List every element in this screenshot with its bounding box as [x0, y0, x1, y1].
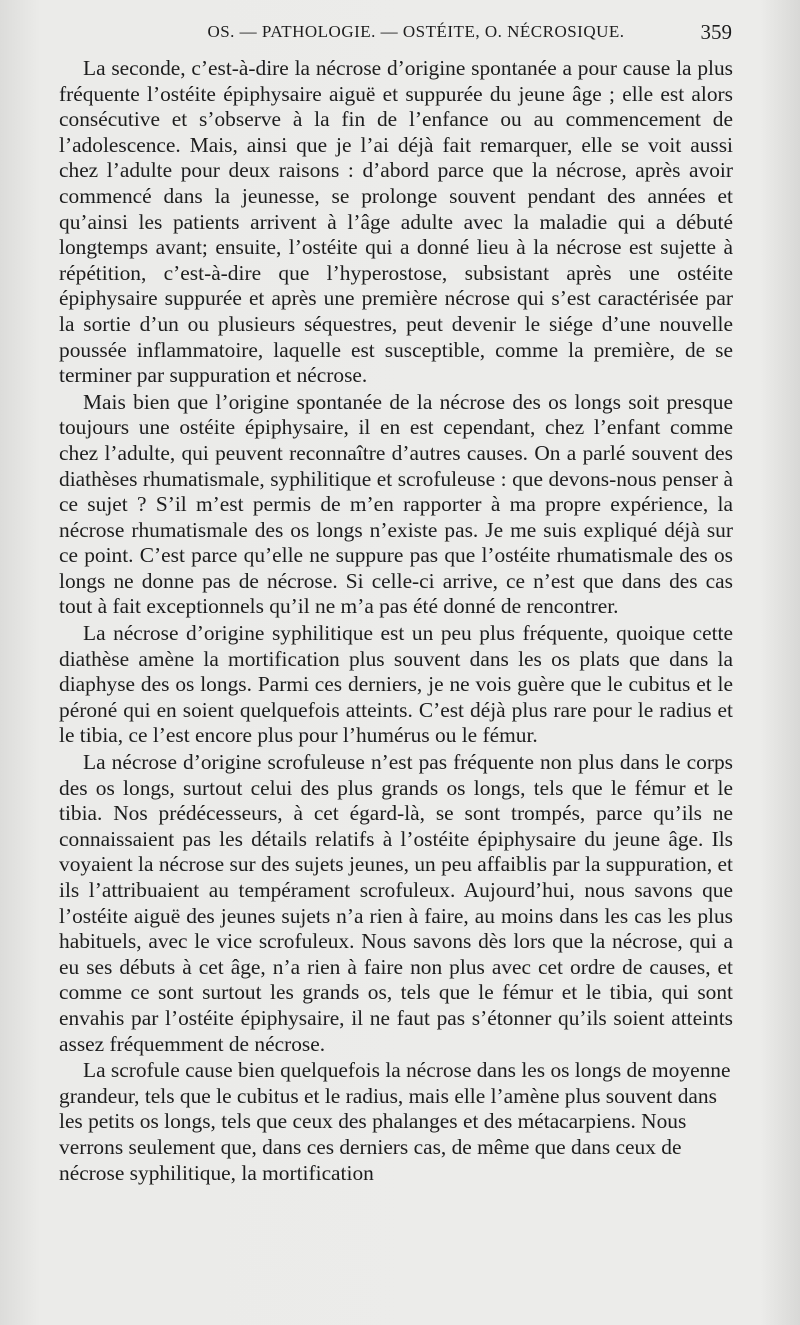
paragraph-2: Mais bien que l’origine spontanée de la nécrose des os longs soit presque toujours une ostéite épiphysaire, il en est cependant, chez l’enfant comme chez l’adulte, qui peuvent reconnaître d’autres causes. On a parlé souvent des diathèses rhumatismale, syphilitique et scrofuleuse : que devons-nous penser à ce sujet ? S’il m’est permis de m’en rapporter à ma propre expérience, la nécrose rhumatismale des os longs n’existe pas. Je me suis expliqué déjà sur ce point. C’est parce qu’elle ne suppure pas que l’ostéite rhumatismale des os longs ne donne pas de nécrose. Si celle-ci arrive, ce n’est que dans des cas tout à fait exceptionnels qu’il ne m’a pas été donné de rencontrer.	[59, 389, 733, 619]
paragraph-5: La scrofule cause bien quelquefois la nécrose dans les os longs de moyenne grandeur, tels que le cubitus et le radius, mais elle l’amène plus souvent dans les petits os longs, tels que ceux des phalanges et des métacarpiens. Nous verrons seulement que, dans ces derniers cas, de même que dans ceux de nécrose syphilitique, la mortification	[59, 1058, 731, 1185]
paragraph-3: La nécrose d’origine syphilitique est un peu plus fréquente, quoique cette diathèse amène la mortification plus souvent dans les os plats que dans la diaphyse des os longs. Parmi ces derniers, je ne vois guère que le cubitus et le péroné qui en soient quelquefois atteints. C’est déjà plus rare pour le radius et le tibia, ce l’est encore plus pour l’humérus ou le fémur.	[59, 621, 733, 748]
running-title: OS. — PATHOLOGIE. — OSTÉITE, O. NÉCROSIQUE.	[207, 22, 625, 41]
running-head	[60, 22, 732, 50]
paragraph-4: La nécrose d’origine scrofuleuse n’est pas fréquente non plus dans le corps des os longs, surtout celui des plus grands os longs, tels que le fémur et le tibia. Nos prédécesseurs, à cet égard-là, se sont trompés, parce qu’ils ne connaissaient pas les détails relatifs à l’ostéite épiphysaire du jeune âge. Ils voyaient la nécrose sur des sujets jeunes, un peu affaiblis par la suppuration, et ils l’attribuaient au tempérament scrofuleux. Aujourd’hui, nous savons que l’ostéite aiguë des jeunes sujets n’a rien à faire, au moins dans les cas les plus habituels, avec le vice scrofuleux. Nous savons dès lors que la nécrose, qui a eu ses débuts à cet âge, n’a rien à faire non plus avec cet ordre de causes, et comme ce sont surtout les grands os, tels que le fémur et le tibia, qui sont envahis par l’ostéite épiphysaire, il ne faut pas s’étonner qu’ils soient atteints assez fréquemment de nécrose.	[59, 750, 733, 1056]
body-text	[59, 56, 733, 1186]
page-number: 359	[700, 20, 732, 44]
paragraph-1: La seconde, c’est-à-dire la nécrose d’origine spontanée a pour cause la plus fréquente l’ostéite épiphysaire aiguë et suppurée du jeune âge ; elle est alors consécutive et s’observe à la fin de l’enfance ou au commencement de l’adolescence. Mais, ainsi que je l’ai déjà fait remarquer, elle se voit aussi chez l’adulte pour deux raisons : d’abord parce que la nécrose, après avoir commencé dans la jeunesse, se prolonge souvent pendant des années et qu’ainsi les patients arrivent à l’âge adulte avec la maladie qui a débuté longtemps avant; ensuite, l’ostéite qui a donné lieu à la nécrose est sujette à répétition, c’est-à-dire que l’hyperostose, subsistant après une ostéite épiphysaire suppurée et après une première nécrose qui s’est caractérisée par la sortie d’un ou plusieurs séquestres, peut devenir le siége d’une nouvelle poussée inflammatoire, laquelle est susceptible, comme la première, de se terminer par suppuration et nécrose.	[59, 56, 733, 388]
